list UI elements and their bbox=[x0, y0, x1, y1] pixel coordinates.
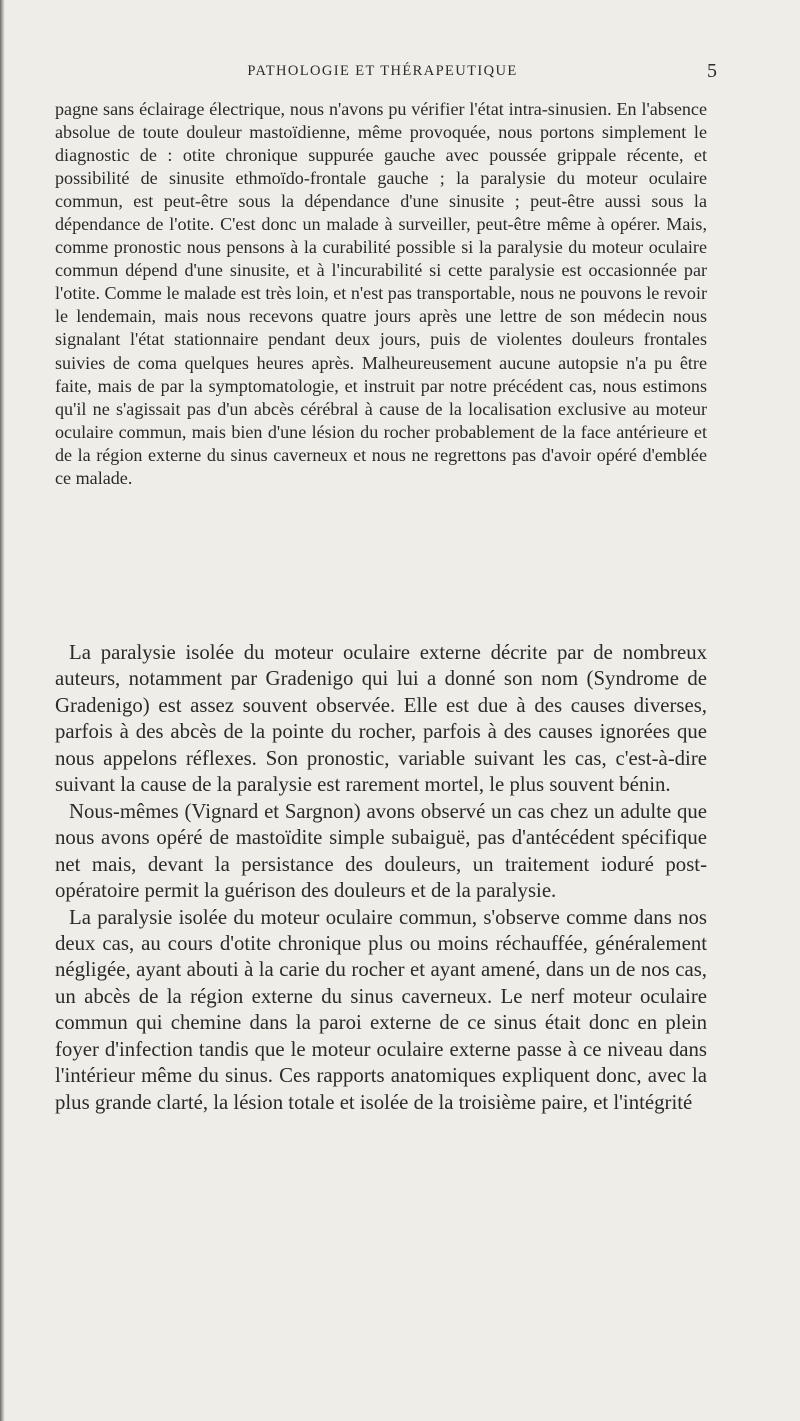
main-text-block bbox=[55, 640, 707, 1116]
paragraph-2: La paralysie isolée du moteur oculaire externe décrite par de nombreux auteurs, notamment par Gradenigo qui lui a donné son nom (Syndrome de Gradenigo) est assez souvent observée. Elle est due à des causes diverses, parfois à des abcès de la pointe du rocher, parfois à des causes ignorées que nous appelons réflexes. Son pronostic, variable suivant les cas, c'est-à-dire suivant la cause de la paralysie est rarement mortel, le plus souvent bénin. bbox=[55, 641, 707, 797]
paragraph-4: La paralysie isolée du moteur oculaire commun, s'observe comme dans nos deux cas, au cours d'otite chronique plus ou moins réchauffée, généralement négligée, ayant abouti à la carie du rocher et ayant amené, dans un de nos cas, un abcès de la région externe du sinus caverneux. Le nerf moteur oculaire commun qui chemine dans la paroi externe de ce sinus était donc en plein foyer d'infection tandis que le moteur oculaire externe passe à ce niveau dans l'intérieur même du sinus. Ces rapports anatomiques expliquent donc, avec la plus grande clarté, la lésion totale et isolée de la troisième paire, et l'intégrité bbox=[55, 905, 707, 1114]
paragraph-1: pagne sans éclairage électrique, nous n'avons pu vérifier l'état intra-sinusien. En l'absence absolue de toute douleur mastoïdienne, même provoquée, nous portons simplement le diagnostic de : otite chronique suppurée gauche avec poussée grippale récente, et possibilité de sinusite ethmoïdo-frontale gauche ; la paralysie du moteur oculaire commun, est peut-être sous la dépendance d'une sinusite ; peut-être aussi sous la dépendance de l'otite. C'est donc un malade à surveiller, peut-être même à opérer. Mais, comme pronostic nous pensons à la curabilité possible si la paralysie du moteur oculaire commun dépend d'une sinusite, et à l'incurabilité si cette paralysie est occasionnée par l'otite. Comme le malade est très loin, et n'est pas transportable, nous ne pouvons le revoir le lendemain, mais nous recevons quatre jours après une lettre de son médecin nous signalant l'état stationnaire pendant deux jours, puis de violentes douleurs frontales suivies de coma quelques heures après. Malheureusement aucune autopsie n'a pu être faite, mais de par la symptomatologie, et instruit par notre précédent cas, nous estimons qu'il ne s'agissait pas d'un abcès cérébral à cause de la localisation exclusive au moteur oculaire commun, mais bien d'une lésion du rocher probablement de la face antérieure et de la région externe du sinus caverneux et nous ne regrettons pas d'avoir opéré d'emblée ce malade. bbox=[55, 99, 707, 488]
running-title: PATHOLOGIE ET THÉRAPEUTIQUE bbox=[247, 63, 518, 79]
running-header bbox=[55, 60, 717, 86]
paragraph-3: Nous-mêmes (Vignard et Sargnon) avons observé un cas chez un adulte que nous avons opéré de mastoïdite simple subaiguë, pas d'antécédent spécifique net mais, devant la persistance des douleurs, un traitement ioduré post-opératoire permit la guérison des douleurs et de la paralysie. bbox=[55, 799, 707, 903]
continued-paragraph-block bbox=[55, 98, 707, 490]
page-number: 5 bbox=[707, 60, 717, 82]
